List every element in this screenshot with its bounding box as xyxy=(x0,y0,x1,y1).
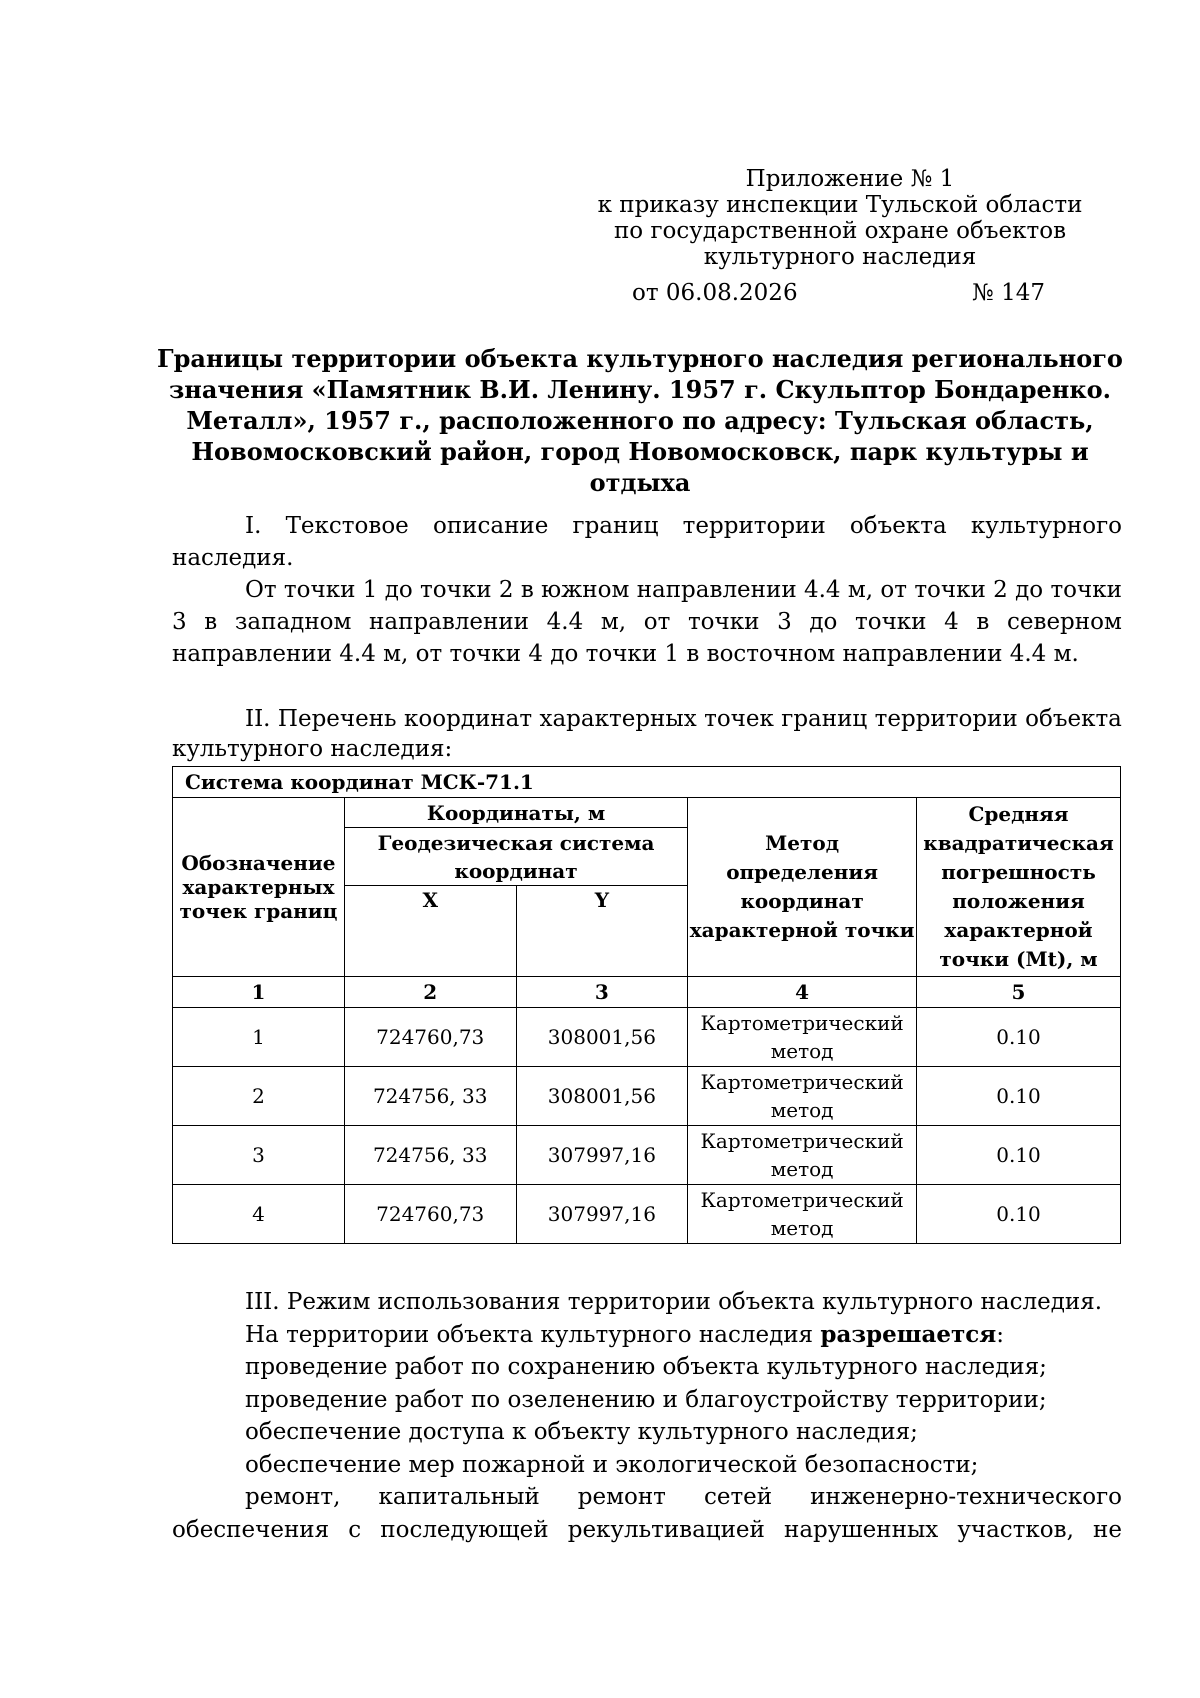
order-reference-line: культурного наследия xyxy=(703,244,977,270)
coordinates-table xyxy=(172,766,1121,1244)
cell-method: Картометрический метод xyxy=(688,1185,917,1244)
cell-error: 0.10 xyxy=(917,1185,1121,1244)
table-row xyxy=(173,1067,1121,1126)
list-item: проведение работ по озеленению и благоустройству территории; xyxy=(245,1386,1047,1413)
section-2-heading-tail: культурного наследия: xyxy=(172,736,453,762)
coordinate-system-caption: Система координат МСК-71.1 xyxy=(173,767,1121,798)
cell-y: 307997,16 xyxy=(516,1185,688,1244)
cell-error: 0.10 xyxy=(917,1008,1121,1067)
word: участков, xyxy=(957,1516,1074,1543)
word: границ xyxy=(781,706,868,732)
word: от xyxy=(880,577,907,603)
word: точки xyxy=(283,577,356,603)
list-item-last xyxy=(172,1481,1122,1514)
word: в xyxy=(976,609,990,635)
header-designation xyxy=(173,798,345,977)
cell-error: 0.10 xyxy=(917,1126,1121,1185)
title-line: Границы территории объекта культурного наследия регионального xyxy=(157,344,1123,373)
section-3-heading: III. Режим использования территории объекта культурного наследия. xyxy=(245,1289,1103,1315)
column-number: 1 xyxy=(173,977,345,1008)
word: 3 xyxy=(777,609,792,635)
cell-x: 724756, 33 xyxy=(344,1067,516,1126)
cell-method: Картометрический метод xyxy=(688,1067,917,1126)
title-line: значения «Памятник В.И. Ленину. 1957 г. Скульптор Бондаренко. xyxy=(168,375,1112,404)
word: границ xyxy=(572,513,659,539)
word: в xyxy=(520,577,534,603)
header-y: Y xyxy=(516,886,688,977)
word: объекта xyxy=(1025,706,1122,732)
word: I. xyxy=(245,513,262,539)
section-1-heading xyxy=(172,510,1122,542)
header-method xyxy=(688,798,917,977)
header-coordinates: Координаты, м xyxy=(344,798,687,828)
word: м, xyxy=(600,609,627,635)
section-1-heading-tail: наследия. xyxy=(172,545,294,571)
word: территории xyxy=(874,706,1018,732)
cell-x: 724756, 33 xyxy=(344,1126,516,1185)
word: 2 xyxy=(993,577,1008,603)
word: 2 xyxy=(498,577,514,603)
word: нарушенных xyxy=(784,1516,939,1543)
section-2-heading xyxy=(172,704,1122,734)
boundary-description-line xyxy=(172,606,1122,638)
word: Перечень xyxy=(277,706,397,732)
word: обеспечения xyxy=(172,1516,330,1543)
word: культурного xyxy=(970,513,1122,539)
cell-y: 308001,56 xyxy=(516,1067,688,1126)
word: инженерно-технического xyxy=(810,1484,1122,1510)
word: точки xyxy=(420,577,492,603)
section-3 xyxy=(172,1286,1122,1546)
word: северном xyxy=(1007,609,1122,635)
word: последующей xyxy=(380,1516,549,1543)
cell-point: 4 xyxy=(173,1185,345,1244)
word: ремонт xyxy=(577,1484,666,1510)
document-title xyxy=(150,343,1130,498)
header-method-text: Метод определения координат характерной точки xyxy=(689,831,915,942)
column-number: 5 xyxy=(917,977,1121,1008)
word: объекта xyxy=(849,513,947,539)
word: рекультивацией xyxy=(567,1516,765,1543)
word: южном xyxy=(541,577,630,603)
word: не xyxy=(1093,1516,1122,1543)
word: сетей xyxy=(703,1484,773,1510)
cell-x: 724760,73 xyxy=(344,1008,516,1067)
list-item-last-continuation xyxy=(172,1514,1122,1547)
word: точки xyxy=(687,609,760,635)
title-line: Новомосковский район, город Новомосковск, парк культуры и отдыха xyxy=(191,437,1089,497)
word: до xyxy=(1015,577,1044,603)
word: характерных xyxy=(539,706,697,732)
word: ремонт, xyxy=(245,1484,341,1510)
word: направлении xyxy=(369,609,530,635)
word: до xyxy=(384,577,413,603)
list-item: обеспечение доступа к объекту культурного наследия; xyxy=(245,1419,918,1445)
boundary-description-line xyxy=(172,574,1122,606)
list-item: обеспечение мер пожарной и экологической безопасности; xyxy=(245,1451,979,1478)
word: до xyxy=(809,609,838,635)
word: точки xyxy=(1050,577,1122,603)
header-geodetic-system: Геодезическая система координат xyxy=(344,828,687,886)
word: от xyxy=(643,609,671,635)
cell-y: 307997,16 xyxy=(516,1126,688,1185)
cell-x: 724760,73 xyxy=(344,1185,516,1244)
word: м, xyxy=(847,577,874,603)
word: 4.4 xyxy=(803,577,841,603)
word: точки xyxy=(855,609,927,635)
column-number-row xyxy=(173,977,1121,1008)
appendix-header xyxy=(590,166,1090,270)
cell-y: 308001,56 xyxy=(516,1008,688,1067)
allowed-suffix: : xyxy=(996,1321,1005,1348)
boundary-description-line: направлении 4.4 м, от точки 4 до точки 1 в восточном направлении 4.4 м. xyxy=(172,641,1079,667)
word: в xyxy=(204,609,218,635)
word: 1 xyxy=(362,577,378,603)
allowed-keyword: разрешается xyxy=(820,1320,997,1348)
cell-error: 0.10 xyxy=(917,1067,1121,1126)
word: 4.4 xyxy=(546,609,584,635)
header-error-text: Средняя квадратическая погрешность положения характерной точки (Mt), м xyxy=(923,802,1114,971)
table-row xyxy=(173,1185,1121,1244)
word: 3 xyxy=(172,609,187,635)
section-1 xyxy=(172,510,1122,670)
order-date-number xyxy=(632,280,1052,306)
word: западном xyxy=(234,609,352,635)
column-number: 3 xyxy=(516,977,688,1008)
appendix-label: Приложение № 1 xyxy=(745,166,955,192)
header-x: X xyxy=(344,886,516,977)
word: территории xyxy=(682,513,826,539)
cell-method: Картометрический метод xyxy=(688,1126,917,1185)
word: Текстовое xyxy=(285,513,409,539)
word: точек xyxy=(704,706,774,732)
title-line: Металл», 1957 г., расположенного по адресу: Тульская область, xyxy=(186,406,1094,435)
cell-point: 3 xyxy=(173,1126,345,1185)
order-number: № 147 xyxy=(972,280,1045,306)
column-number: 4 xyxy=(688,977,917,1008)
table-row xyxy=(173,1126,1121,1185)
word: капитальный xyxy=(378,1484,540,1510)
word: направлении xyxy=(636,577,797,603)
header-designation-text: Обозначение характерных точек границ xyxy=(179,851,338,923)
word: с xyxy=(348,1516,362,1543)
section-2 xyxy=(172,704,1122,764)
order-reference-line: к приказу инспекции Тульской области xyxy=(597,192,1083,218)
list-item: проведение работ по сохранению объекта культурного наследия; xyxy=(245,1354,1047,1380)
table-row xyxy=(173,1008,1121,1067)
cell-method: Картометрический метод xyxy=(688,1008,917,1067)
word: точки xyxy=(914,577,986,603)
allowed-prefix: На территории объекта культурного наследия xyxy=(245,1321,821,1348)
cell-point: 2 xyxy=(173,1067,345,1126)
word: описание xyxy=(432,513,549,539)
column-number: 2 xyxy=(344,977,516,1008)
allowed-statement xyxy=(172,1319,1122,1352)
header-error xyxy=(917,798,1121,977)
order-date: от 06.08.2026 xyxy=(632,280,798,306)
order-reference-line: по государственной охране объектов xyxy=(613,218,1067,244)
word: От xyxy=(245,577,277,603)
cell-point: 1 xyxy=(173,1008,345,1067)
word: II. xyxy=(245,706,271,732)
word: 4 xyxy=(944,609,959,635)
word: координат xyxy=(404,706,533,732)
